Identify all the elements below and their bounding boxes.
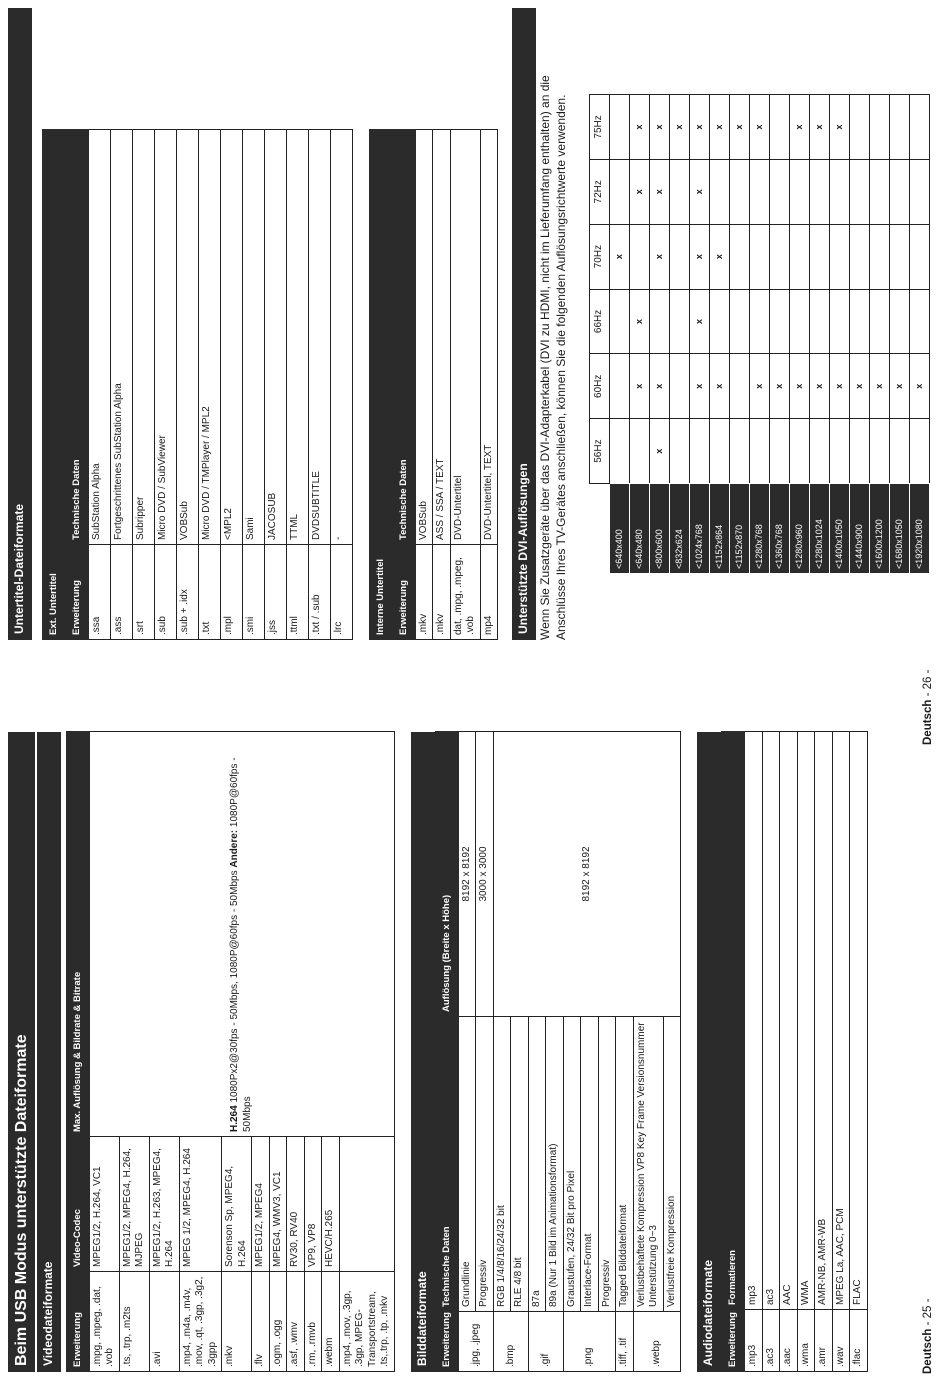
tech-cell: SubStation Alpha bbox=[88, 129, 110, 544]
footer-lang: Deutsch bbox=[922, 1328, 934, 1374]
support-mark bbox=[630, 224, 650, 289]
tech-cell: 89a (Nur 1 Bild im Animationsformat) bbox=[546, 1017, 564, 1312]
codec-cell: MPEG1/2, MPEG4, H.264, MJPEG bbox=[119, 1137, 149, 1272]
dvi-resolution-table bbox=[589, 94, 930, 574]
resolution-label: <1280x1024 bbox=[810, 484, 830, 574]
support-mark: x bbox=[690, 289, 710, 354]
tech-cell: TTML bbox=[286, 129, 308, 544]
support-mark bbox=[790, 224, 810, 289]
support-mark bbox=[730, 224, 750, 289]
table-row bbox=[458, 732, 476, 1372]
table-row bbox=[433, 129, 451, 639]
footer-page: - 25 - bbox=[922, 1298, 934, 1326]
support-mark bbox=[830, 289, 850, 354]
extension-cell: .wma bbox=[797, 1310, 815, 1372]
extension-cell: .srt bbox=[132, 545, 154, 640]
column-header: Formatieren bbox=[722, 732, 745, 1310]
resolution-label: <1152x870 bbox=[730, 484, 750, 574]
extension-cell: .sub bbox=[154, 545, 176, 640]
table-row bbox=[770, 95, 790, 574]
table-row bbox=[780, 732, 798, 1372]
support-mark bbox=[910, 95, 930, 160]
extension-cell: .flac bbox=[850, 1310, 868, 1372]
support-mark: x bbox=[790, 95, 810, 160]
column-header: Erweiterung bbox=[722, 1310, 745, 1372]
video-section-title: Videodateiformate bbox=[37, 732, 61, 1372]
resolution-label: <1680x1050 bbox=[890, 484, 910, 574]
tech-cell: DVD-Untertitel, TEXT bbox=[480, 129, 498, 544]
support-mark bbox=[810, 289, 830, 354]
ext-subtitle-table bbox=[42, 129, 353, 640]
maxres-text: 1080Px2@30fps - 50Mbps, 1080P@60fps - 50Mbps bbox=[229, 867, 241, 1106]
extension-cell: .amr bbox=[815, 1310, 833, 1372]
column-header: Max. Auflösung & Bildrate & Bitrate bbox=[67, 732, 90, 1137]
codec-cell: VP9, VP8 bbox=[304, 1137, 322, 1272]
codec-cell: MPEG1/2, MPEG4 bbox=[252, 1137, 270, 1272]
support-mark bbox=[610, 354, 630, 419]
support-mark bbox=[750, 419, 770, 484]
page-26 bbox=[8, 8, 930, 640]
extension-cell: .ttml bbox=[286, 545, 308, 640]
resolution-label: <1024x768 bbox=[690, 484, 710, 574]
support-mark: x bbox=[830, 354, 850, 419]
resolution-cell: 8192 x 8192 bbox=[458, 732, 476, 1017]
tech-cell: 87a bbox=[528, 1017, 546, 1312]
extension-cell: .avi bbox=[149, 1272, 179, 1372]
support-mark bbox=[830, 419, 850, 484]
footer-page-26 bbox=[922, 545, 934, 745]
resolution-label: <832x624 bbox=[670, 484, 690, 574]
table-row bbox=[89, 732, 119, 1372]
support-mark: x bbox=[690, 354, 710, 419]
table-row bbox=[850, 95, 870, 574]
ext-subtitle-title: Ext. Untertitel bbox=[43, 129, 66, 639]
resolution-label: <1920x1080 bbox=[910, 484, 930, 574]
resolution-cell: 8192 x 8192 bbox=[493, 732, 681, 1017]
extension-cell: .sub + .idx bbox=[176, 545, 198, 640]
support-mark bbox=[810, 419, 830, 484]
table-row bbox=[850, 732, 868, 1372]
table-row bbox=[493, 732, 511, 1372]
extension-cell: .mp3 bbox=[745, 1310, 763, 1372]
support-mark: x bbox=[790, 354, 810, 419]
codec-bold: Andere: bbox=[229, 829, 241, 868]
support-mark bbox=[730, 159, 750, 224]
tech-cell: <MPL2 bbox=[220, 129, 242, 544]
tech-cell: Micro DVD / TMPlayer / MPL2 bbox=[198, 129, 220, 544]
tech-cell: Interlace-Format bbox=[581, 1017, 599, 1312]
support-mark bbox=[610, 159, 630, 224]
int-subtitle-table bbox=[369, 129, 498, 640]
resolution-label: <640x400 bbox=[610, 484, 630, 574]
extension-cell: .txt bbox=[198, 545, 220, 640]
support-mark: x bbox=[870, 354, 890, 419]
format-cell: AMR-NB, AMR-WB bbox=[815, 732, 833, 1310]
support-mark: x bbox=[890, 354, 910, 419]
resolution-label: <800x600 bbox=[650, 484, 670, 574]
support-mark bbox=[850, 289, 870, 354]
tech-cell: ASS / SSA / TEXT bbox=[433, 129, 451, 544]
support-mark bbox=[870, 95, 890, 160]
table-row bbox=[762, 732, 780, 1372]
column-header: Erweiterung bbox=[65, 545, 88, 640]
codec-cell: MPEG1/2, H.263, MPEG4, H.264 bbox=[149, 1137, 179, 1272]
support-mark bbox=[750, 159, 770, 224]
support-mark bbox=[910, 419, 930, 484]
table-row bbox=[415, 129, 433, 639]
tech-cell: DVDSUBTITLE bbox=[308, 129, 330, 544]
tech-cell: Micro DVD / SubViewer bbox=[154, 129, 176, 544]
hz-header: 70Hz bbox=[590, 224, 610, 289]
table-row bbox=[790, 95, 810, 574]
column-header: Technische Daten bbox=[435, 1017, 458, 1312]
audio-format-table bbox=[721, 731, 867, 1372]
tech-cell: VOBSub bbox=[176, 129, 198, 544]
resolution-label: <640x480 bbox=[630, 484, 650, 574]
footer-page-25 bbox=[922, 1174, 934, 1374]
image-format-table bbox=[435, 731, 681, 1372]
support-mark bbox=[610, 95, 630, 160]
table-row bbox=[242, 129, 264, 639]
support-mark: x bbox=[710, 95, 730, 160]
table-row bbox=[710, 95, 730, 574]
support-mark bbox=[830, 224, 850, 289]
codec-cell: MPEG1/2, H.264, VC1 bbox=[89, 1137, 119, 1272]
support-mark: x bbox=[690, 159, 710, 224]
extension-cell: .smi bbox=[242, 545, 264, 640]
int-subtitle-title: Interne Untertitel bbox=[369, 129, 392, 639]
extension-cell: .ass bbox=[110, 545, 132, 640]
footer-page: - 26 - bbox=[922, 669, 934, 697]
codec-cell: MPEG 1/2, MPEG4, H.264 bbox=[179, 1137, 222, 1272]
support-mark: x bbox=[610, 224, 630, 289]
resolution-label: <1360x768 bbox=[770, 484, 790, 574]
support-mark: x bbox=[630, 354, 650, 419]
support-mark bbox=[870, 289, 890, 354]
table-row bbox=[220, 129, 242, 639]
support-mark: x bbox=[670, 95, 690, 160]
support-mark: x bbox=[690, 224, 710, 289]
codec-cell: HEVC/H.265 bbox=[322, 1137, 340, 1272]
extension-cell: .ts, .trp, .m2ts bbox=[119, 1272, 149, 1372]
codec-bold: H.264 bbox=[229, 1105, 241, 1132]
support-mark bbox=[790, 159, 810, 224]
support-mark bbox=[770, 224, 790, 289]
extension-cell: .png bbox=[563, 1312, 616, 1372]
dvi-section-title: Unterstützte DVI-Auflösungen bbox=[512, 8, 536, 640]
format-cell: FLAC bbox=[850, 732, 868, 1310]
support-mark bbox=[710, 159, 730, 224]
support-mark: x bbox=[630, 95, 650, 160]
extension-cell: dat, .mpg, .mpeg, .vob bbox=[450, 545, 480, 640]
hz-header: 60Hz bbox=[590, 354, 610, 419]
resolution-label: <1400x1050 bbox=[830, 484, 850, 574]
table-row bbox=[610, 95, 630, 574]
table-row bbox=[797, 732, 815, 1372]
support-mark bbox=[610, 419, 630, 484]
support-mark: x bbox=[730, 95, 750, 160]
support-mark bbox=[770, 289, 790, 354]
table-row bbox=[670, 95, 690, 574]
extension-cell: .webm bbox=[322, 1272, 340, 1372]
tech-cell: DVD-Untertitel bbox=[450, 129, 480, 544]
tech-cell: RLE 4/8 bit bbox=[511, 1017, 529, 1312]
support-mark: x bbox=[650, 354, 670, 419]
video-format-table bbox=[66, 731, 395, 1372]
extension-cell: .jss bbox=[264, 545, 286, 640]
support-mark: x bbox=[690, 95, 710, 160]
table-row bbox=[815, 732, 833, 1372]
subtitle-section-title: Untertitel-Dateiformate bbox=[8, 8, 32, 640]
extension-cell: .mpg, .mpeg, .dat, .vob bbox=[89, 1272, 119, 1372]
extension-cell: .mkv bbox=[222, 1272, 252, 1372]
tech-cell: Subripper bbox=[132, 129, 154, 544]
support-mark bbox=[670, 419, 690, 484]
table-row bbox=[88, 129, 110, 639]
tech-cell: RGB 1/4/8/16/24/32 bit bbox=[493, 1017, 511, 1312]
extension-cell: .mkv bbox=[415, 545, 433, 640]
tech-cell: Grundlinie bbox=[458, 1017, 476, 1312]
table-row bbox=[198, 129, 220, 639]
extension-cell: .aac bbox=[780, 1310, 798, 1372]
support-mark: x bbox=[910, 354, 930, 419]
table-row bbox=[730, 95, 750, 574]
page-25 bbox=[8, 732, 868, 1372]
table-row bbox=[330, 129, 352, 639]
support-mark bbox=[670, 289, 690, 354]
codec-cell bbox=[339, 1137, 394, 1272]
table-row bbox=[476, 732, 494, 1372]
support-mark: x bbox=[650, 419, 670, 484]
extension-cell: mp4 bbox=[480, 545, 498, 640]
support-mark bbox=[770, 95, 790, 160]
support-mark bbox=[750, 224, 770, 289]
extension-cell: .mpl bbox=[220, 545, 242, 640]
codec-cell: RV30, RV40 bbox=[287, 1137, 305, 1272]
tech-cell: Fortgeschrittenes SubStation Alpha bbox=[110, 129, 132, 544]
support-mark: x bbox=[770, 354, 790, 419]
support-mark bbox=[850, 95, 870, 160]
maxres-text: 1080P@60fps - 50Mbps bbox=[229, 757, 253, 1132]
support-mark bbox=[710, 419, 730, 484]
support-mark bbox=[850, 224, 870, 289]
page-title: Beim USB Modus unterstützte Dateiformate bbox=[8, 732, 35, 1372]
support-mark bbox=[790, 419, 810, 484]
support-mark bbox=[890, 159, 910, 224]
hz-header: 56Hz bbox=[590, 419, 610, 484]
support-mark: x bbox=[750, 354, 770, 419]
audio-section-title: Audiodateiformate bbox=[697, 732, 721, 1372]
hz-header: 72Hz bbox=[590, 159, 610, 224]
table-row bbox=[890, 95, 910, 574]
format-cell: WMA bbox=[797, 732, 815, 1310]
support-mark: x bbox=[710, 354, 730, 419]
extension-cell: .webp bbox=[633, 1312, 681, 1372]
support-mark: x bbox=[830, 95, 850, 160]
support-mark bbox=[670, 224, 690, 289]
table-row bbox=[132, 129, 154, 639]
extension-cell: .ac3 bbox=[762, 1310, 780, 1372]
extension-cell: .flv bbox=[252, 1272, 270, 1372]
resolution-label: <1280x768 bbox=[750, 484, 770, 574]
tech-cell: Progressiv bbox=[598, 1017, 616, 1312]
support-mark bbox=[830, 159, 850, 224]
format-cell: mp3 bbox=[745, 732, 763, 1310]
extension-cell: .ssa bbox=[88, 545, 110, 640]
support-mark bbox=[910, 224, 930, 289]
format-cell: AAC bbox=[780, 732, 798, 1310]
extension-cell: .jpg, .jpeg bbox=[458, 1312, 493, 1372]
support-mark bbox=[650, 289, 670, 354]
support-mark: x bbox=[630, 289, 650, 354]
column-header: Erweiterung bbox=[435, 1312, 458, 1372]
image-section-title: Bilddateiformate bbox=[411, 732, 435, 1372]
table-row bbox=[690, 95, 710, 574]
support-mark: x bbox=[710, 224, 730, 289]
table-row bbox=[480, 129, 498, 639]
column-header: Technische Daten bbox=[65, 129, 88, 544]
tech-cell: Verlustbehaftete Kompression VP8 Key Frame Versionsnummer Unterstützung 0~3 bbox=[633, 1017, 663, 1312]
extension-cell: .rm, .rmvb bbox=[304, 1272, 322, 1372]
extension-cell: .gif bbox=[528, 1312, 563, 1372]
support-mark bbox=[770, 159, 790, 224]
extension-cell: .tiff, .tif bbox=[616, 1312, 634, 1372]
support-mark bbox=[870, 419, 890, 484]
support-mark bbox=[750, 289, 770, 354]
table-row bbox=[830, 95, 850, 574]
support-mark bbox=[850, 159, 870, 224]
support-mark: x bbox=[750, 95, 770, 160]
table-row bbox=[154, 129, 176, 639]
hz-header: 66Hz bbox=[590, 289, 610, 354]
column-header: Erweiterung bbox=[67, 1272, 90, 1372]
table-row bbox=[745, 732, 763, 1372]
tech-cell: JACOSUB bbox=[264, 129, 286, 544]
extension-cell: .txt / .sub bbox=[308, 545, 330, 640]
support-mark bbox=[670, 354, 690, 419]
support-mark bbox=[890, 419, 910, 484]
table-row bbox=[650, 95, 670, 574]
table-row bbox=[630, 95, 650, 574]
table-row bbox=[450, 129, 480, 639]
extension-cell: .bmp bbox=[493, 1312, 528, 1372]
table-row bbox=[264, 129, 286, 639]
support-mark bbox=[770, 419, 790, 484]
table-row bbox=[750, 95, 770, 574]
table-row bbox=[308, 129, 330, 639]
resolution-label: <1440x900 bbox=[850, 484, 870, 574]
column-header: Erweiterung bbox=[392, 545, 415, 640]
resolution-label: <1152x864 bbox=[710, 484, 730, 574]
max-resolution-cell bbox=[89, 732, 394, 1137]
support-mark bbox=[850, 419, 870, 484]
support-mark bbox=[670, 159, 690, 224]
format-cell: MPEG La, AAC, PCM bbox=[832, 732, 850, 1310]
extension-cell: .mp4, .mov, .3gp, .3gp, MPEG-Transportstream, .ts,.trp, .tp, .mkv bbox=[339, 1272, 394, 1372]
resolution-label: <1280x960 bbox=[790, 484, 810, 574]
tech-cell: Tagged Bilddateiformat bbox=[616, 1017, 634, 1312]
support-mark: x bbox=[810, 354, 830, 419]
support-mark bbox=[730, 289, 750, 354]
support-mark bbox=[690, 419, 710, 484]
codec-cell: Sorenson Sp, MPEG4, H.264 bbox=[222, 1137, 252, 1272]
support-mark bbox=[610, 289, 630, 354]
tech-cell: Sami bbox=[242, 129, 264, 544]
support-mark bbox=[910, 159, 930, 224]
table-row bbox=[286, 129, 308, 639]
extension-cell: .mp4, .m4a, .m4v, .mov, .qt, .3gp, .3g2, .3gpp bbox=[179, 1272, 222, 1372]
support-mark bbox=[810, 159, 830, 224]
support-mark: x bbox=[810, 95, 830, 160]
column-header: Video-Codec bbox=[67, 1137, 90, 1272]
support-mark bbox=[870, 159, 890, 224]
hz-header: 75Hz bbox=[590, 95, 610, 160]
table-row bbox=[176, 129, 198, 639]
table-row bbox=[910, 95, 930, 574]
support-mark bbox=[710, 289, 730, 354]
tech-cell: Progressiv bbox=[476, 1017, 494, 1312]
corner-blank bbox=[590, 484, 610, 574]
support-mark bbox=[730, 419, 750, 484]
tech-cell: - bbox=[330, 129, 352, 544]
dvi-description: Wenn Sie Zusatzgeräte über das DVI-Adapterkabel (DVI zu HDMI, nicht im Lieferumfang enthalten) an die Anschlüsse Ihres TV-Gerätes anschließen, können Sie die folgenden Auflösungsrichtwerte verwenden. bbox=[538, 75, 568, 640]
support-mark bbox=[870, 224, 890, 289]
support-mark: x bbox=[650, 159, 670, 224]
support-mark: x bbox=[650, 95, 670, 160]
support-mark bbox=[890, 289, 910, 354]
resolution-label: <1600x1200 bbox=[870, 484, 890, 574]
tech-cell: VOBSub bbox=[415, 129, 433, 544]
column-header: Auflösung (Breite x Höhe) bbox=[435, 732, 458, 1017]
support-mark bbox=[910, 289, 930, 354]
support-mark: x bbox=[630, 159, 650, 224]
format-cell: ac3 bbox=[762, 732, 780, 1310]
column-header: Technische Daten bbox=[392, 129, 415, 544]
support-mark: x bbox=[650, 224, 670, 289]
support-mark bbox=[730, 354, 750, 419]
resolution-cell: 3000 x 3000 bbox=[476, 732, 494, 1017]
extension-cell: .mkv bbox=[433, 545, 451, 640]
table-row bbox=[810, 95, 830, 574]
extension-cell: .lrc bbox=[330, 545, 352, 640]
table-row bbox=[870, 95, 890, 574]
extension-cell: .asf, .wmv bbox=[287, 1272, 305, 1372]
support-mark: x bbox=[850, 354, 870, 419]
extension-cell: .wav bbox=[832, 1310, 850, 1372]
support-mark bbox=[810, 224, 830, 289]
footer-lang: Deutsch bbox=[922, 699, 934, 745]
support-mark bbox=[890, 224, 910, 289]
support-mark bbox=[790, 289, 810, 354]
extension-cell: .ogm, .ogg bbox=[269, 1272, 287, 1372]
support-mark bbox=[630, 419, 650, 484]
table-row bbox=[832, 732, 850, 1372]
support-mark bbox=[890, 95, 910, 160]
codec-cell: MPEG4, WMV3, VC1 bbox=[269, 1137, 287, 1272]
tech-cell: Verlustfreie Kompression bbox=[663, 1017, 681, 1312]
tech-cell: Graustufen, 24/32 Bit pro Pixel bbox=[563, 1017, 581, 1312]
table-row bbox=[110, 129, 132, 639]
